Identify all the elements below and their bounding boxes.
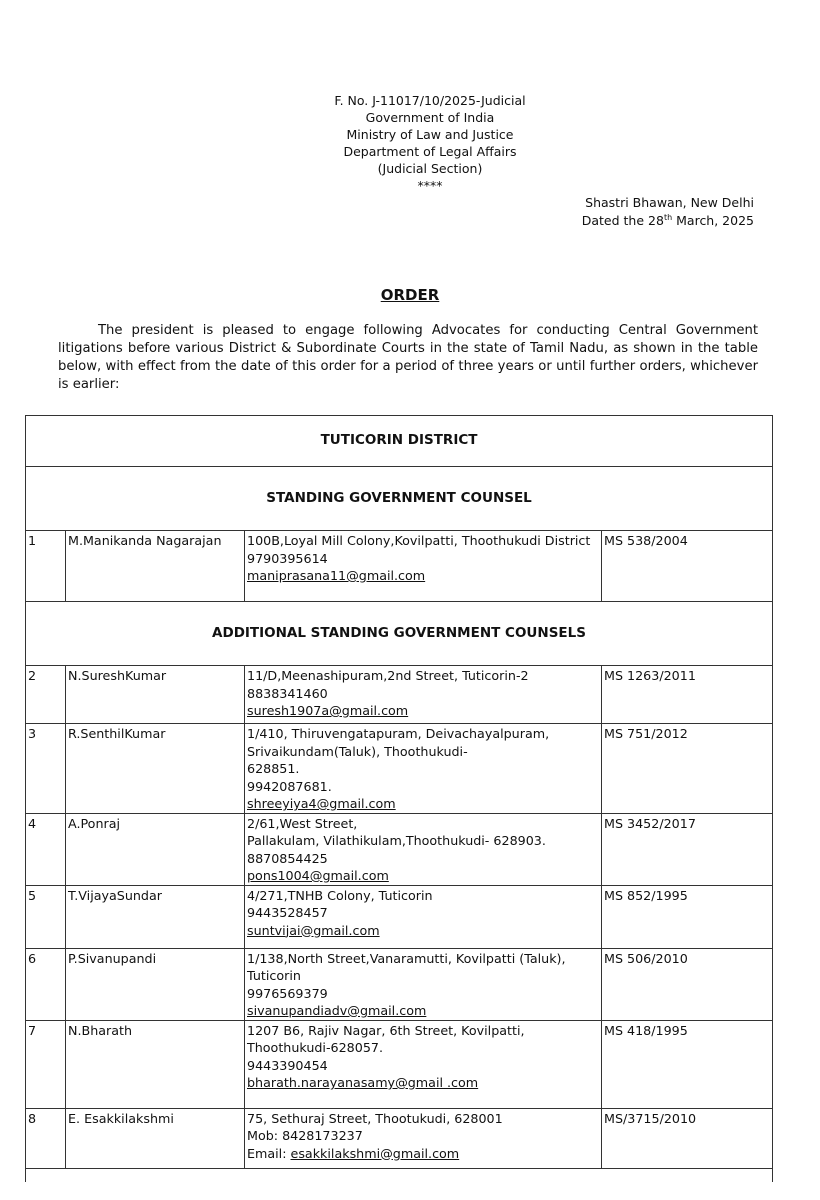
table-row xyxy=(26,885,773,948)
advocate-name: P.Sivanupandi xyxy=(66,948,245,1020)
address-contact xyxy=(245,724,602,814)
advocate-name: A.Ponraj xyxy=(66,813,245,885)
enrolment-number: MS 3452/2017 xyxy=(602,813,773,885)
email-line xyxy=(247,1145,599,1163)
order-date xyxy=(540,212,754,230)
email-address: bharath.narayanasamy@gmail .com xyxy=(247,1075,479,1090)
order-body-text: The president is pleased to engage following Advocates for conducting Central Government litigations before various District & Subordinate Courts in the state of Tamil Nadu, as shown in the table below, with effect from the date of this order for a period of three years or until further orders, whichever is earlier: xyxy=(58,323,758,392)
order-body xyxy=(58,322,758,394)
department-name: Department of Legal Affairs xyxy=(343,144,517,159)
file-number: F. No. J-11017/10/2025-Judicial xyxy=(334,93,526,108)
standing-counsel-heading: STANDING GOVERNMENT COUNSEL xyxy=(26,467,773,531)
table-continuation xyxy=(26,1168,773,1182)
section-name: (Judicial Section) xyxy=(377,161,483,176)
table-row xyxy=(26,666,773,724)
table-row xyxy=(26,724,773,814)
serial-number: 7 xyxy=(26,1020,66,1108)
table-row xyxy=(26,1020,773,1108)
advocate-name: E. Esakkilakshmi xyxy=(66,1108,245,1168)
enrolment-number: MS 538/2004 xyxy=(602,531,773,602)
date-suffix: March, 2025 xyxy=(672,213,754,228)
enrolment-number: MS 751/2012 xyxy=(602,724,773,814)
email-address: pons1004@gmail.com xyxy=(247,868,389,883)
address-line: 8838341460 xyxy=(247,685,328,701)
advocate-name: T.VijayaSundar xyxy=(66,885,245,948)
address-line: 9976569379 xyxy=(247,985,328,1001)
address-line: Mob: 8428173237 xyxy=(247,1128,363,1143)
place-and-date xyxy=(540,194,754,230)
email-address: suresh1907a@gmail.com xyxy=(247,703,409,718)
email-address: shreeyiya4@gmail.com xyxy=(247,796,396,811)
advocate-name: N.SureshKumar xyxy=(66,666,245,724)
serial-number: 1 xyxy=(26,531,66,602)
email-line xyxy=(247,922,599,940)
email-line xyxy=(247,702,599,720)
address-contact xyxy=(245,885,602,948)
district-heading: TUTICORIN DISTRICT xyxy=(26,416,773,467)
serial-number: 6 xyxy=(26,948,66,1020)
email-prefix: Email: xyxy=(247,1145,291,1161)
additional-rows xyxy=(26,666,773,1169)
email-line xyxy=(247,795,599,813)
place: Shastri Bhawan, New Delhi xyxy=(585,195,754,210)
address-line: 1207 B6, Rajiv Nagar, 6th Street, Kovilpatti, Thoothukudi-628057. xyxy=(247,1022,525,1055)
standing-rows xyxy=(26,531,773,602)
counsel-table xyxy=(25,415,773,1182)
email-line xyxy=(247,867,599,885)
enrolment-number: MS 852/1995 xyxy=(602,885,773,948)
serial-number: 8 xyxy=(26,1108,66,1168)
advocate-name: M.Manikanda Nagarajan xyxy=(66,531,245,602)
address-line: 75, Sethuraj Street, Thootukudi, 628001 xyxy=(247,1110,503,1126)
address-line: 628851. xyxy=(247,761,300,776)
email-line xyxy=(247,1002,599,1020)
address-contact xyxy=(245,948,602,1020)
address-line: 9790395614 xyxy=(247,550,328,566)
advocate-name: R.SenthilKumar xyxy=(66,724,245,814)
serial-number: 4 xyxy=(26,813,66,885)
address-contact xyxy=(245,813,602,885)
address-line: 2/61,West Street, xyxy=(247,815,358,831)
email-line xyxy=(247,1074,599,1092)
document-header xyxy=(300,92,560,194)
table-row xyxy=(26,948,773,1020)
date-superscript: th xyxy=(663,212,673,222)
address-line: 1/138,North Street,Vanaramutti, Kovilpatti (Taluk), Tuticorin xyxy=(247,950,566,983)
table-row xyxy=(26,813,773,885)
serial-number: 2 xyxy=(26,666,66,724)
date-prefix: Dated the 28 xyxy=(581,213,664,228)
address-line: 1/410, Thiruvengatapuram, Deivachayalpuram, Srivaikundam(Taluk), Thoothukudi- xyxy=(247,726,550,759)
address-line: 9942087681. xyxy=(247,778,332,794)
address-contact xyxy=(245,1108,602,1168)
enrolment-number: MS 418/1995 xyxy=(602,1020,773,1108)
address-contact xyxy=(245,531,602,602)
address-line: 9443390454 xyxy=(247,1057,328,1073)
email-line xyxy=(247,567,599,585)
serial-number: 5 xyxy=(26,885,66,948)
ministry-name: Ministry of Law and Justice xyxy=(346,127,514,142)
header-stars: **** xyxy=(417,178,443,193)
address-line: 4/271,TNHB Colony, Tuticorin xyxy=(247,887,433,903)
address-contact xyxy=(245,666,602,724)
address-line: 8870854425 xyxy=(247,850,328,866)
address-line: 9443528457 xyxy=(247,905,328,920)
email-address: sivanupandiadv@gmail.com xyxy=(247,1003,427,1018)
address-line: 100B,Loyal Mill Colony,Kovilpatti, Thoothukudi District xyxy=(247,533,591,548)
email-address: suntvijai@gmail.com xyxy=(247,922,380,938)
advocate-name: N.Bharath xyxy=(66,1020,245,1108)
order-title: ORDER xyxy=(380,286,440,304)
government-name: Government of India xyxy=(365,110,495,125)
table-row xyxy=(26,1108,773,1168)
address-line: 11/D,Meenashipuram,2nd Street, Tuticorin-2 xyxy=(247,668,529,683)
address-line: Pallakulam, Vilathikulam,Thoothukudi- 628903. xyxy=(247,833,546,848)
address-contact xyxy=(245,1020,602,1108)
table-row xyxy=(26,531,773,602)
serial-number: 3 xyxy=(26,724,66,814)
email-address: esakkilakshmi@gmail.com xyxy=(290,1145,460,1161)
enrolment-number: MS 1263/2011 xyxy=(602,666,773,724)
enrolment-number: MS/3715/2010 xyxy=(602,1108,773,1168)
additional-counsel-heading: ADDITIONAL STANDING GOVERNMENT COUNSELS xyxy=(26,602,773,666)
enrolment-number: MS 506/2010 xyxy=(602,948,773,1020)
email-address: maniprasana11@gmail.com xyxy=(247,568,426,583)
